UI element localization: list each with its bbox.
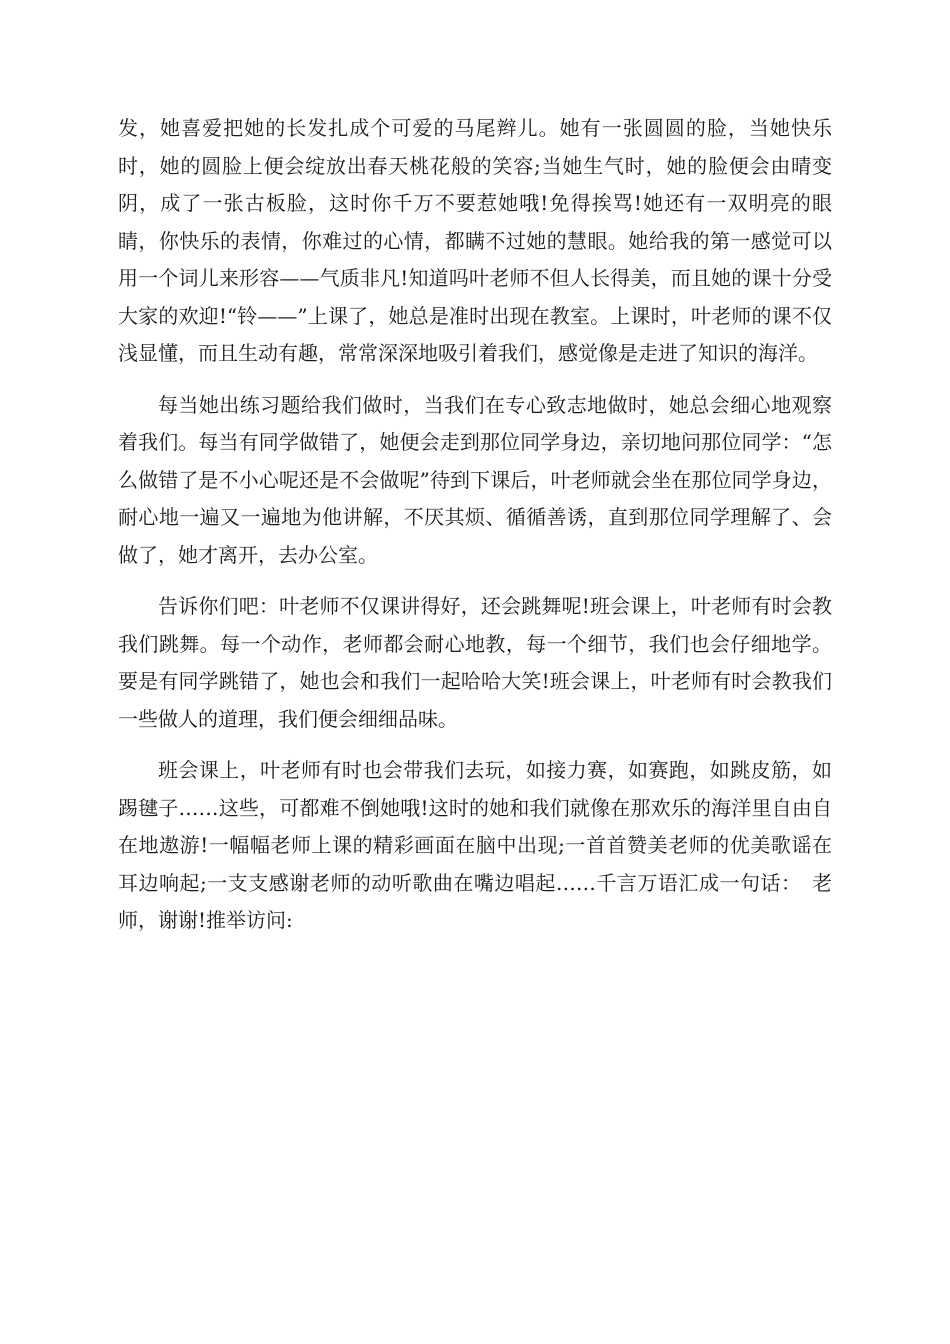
paragraph-1: 发，她喜爱把她的长发扎成个可爱的马尾辫儿。她有一张圆圆的脸，当她快乐时，她的圆脸上便会绽放出春天桃花般的笑容;当她生气时，她的脸便会由晴变阴，成了一张古板脸，这时你千万不要惹她哦!免得挨骂!她还有一双明亮的眼睛，你快乐的表情，你难过的心情，都瞒不过她的慧眼。她给我的第一感觉可以用一个词儿来形容——气质非凡!知道吗叶老师不但人长得美，而且她的课十分受大家的欢迎!“铃——”上课了，她总是准时出现在教室。上课时，叶老师的课不仅浅显懂，而且生动有趣，常常深深地吸引着我们，感觉像是走进了知识的海洋。 [118,116,832,365]
paragraph-3: 告诉你们吧：叶老师不仅课讲得好，还会跳舞呢!班会课上，叶老师有时会教我们跳舞。每一个动作，老师都会耐心地教，每一个细节，我们也会仔细地学。要是有同学跳错了，她也会和我们一起哈哈大笑!班会课上，叶老师有时会教我们一些做人的道理，我们便会细细品味。 [118,594,832,731]
paragraph-2: 每当她出练习题给我们做时，当我们在专心致志地做时，她总会细心地观察着我们。每当有同学做错了，她便会走到那位同学身边，亲切地问那位同学：“怎么做错了是不小心呢还是不会做呢”待到下课后，叶老师就会坐在那位同学身边，耐心地一遍又一遍地为他讲解，不厌其烦、循循善诱，直到那位同学理解了、会做了，她才离开，去办公室。 [118,392,832,567]
document-page [118,110,832,954]
paragraph-4: 班会课上，叶老师有时也会带我们去玩，如接力赛，如赛跑，如跳皮筋，如踢毽子……这些，可都难不倒她哦!这时的她和我们就像在那欢乐的海洋里自由自在地遨游!一幅幅老师上课的精彩画面在脑中出现;一首首赞美老师的优美歌谣在耳边响起;一支支感谢老师的动听歌曲在嘴边唱起……千言万语汇成一句话： 老师，谢谢!推举访问: [118,758,832,932]
